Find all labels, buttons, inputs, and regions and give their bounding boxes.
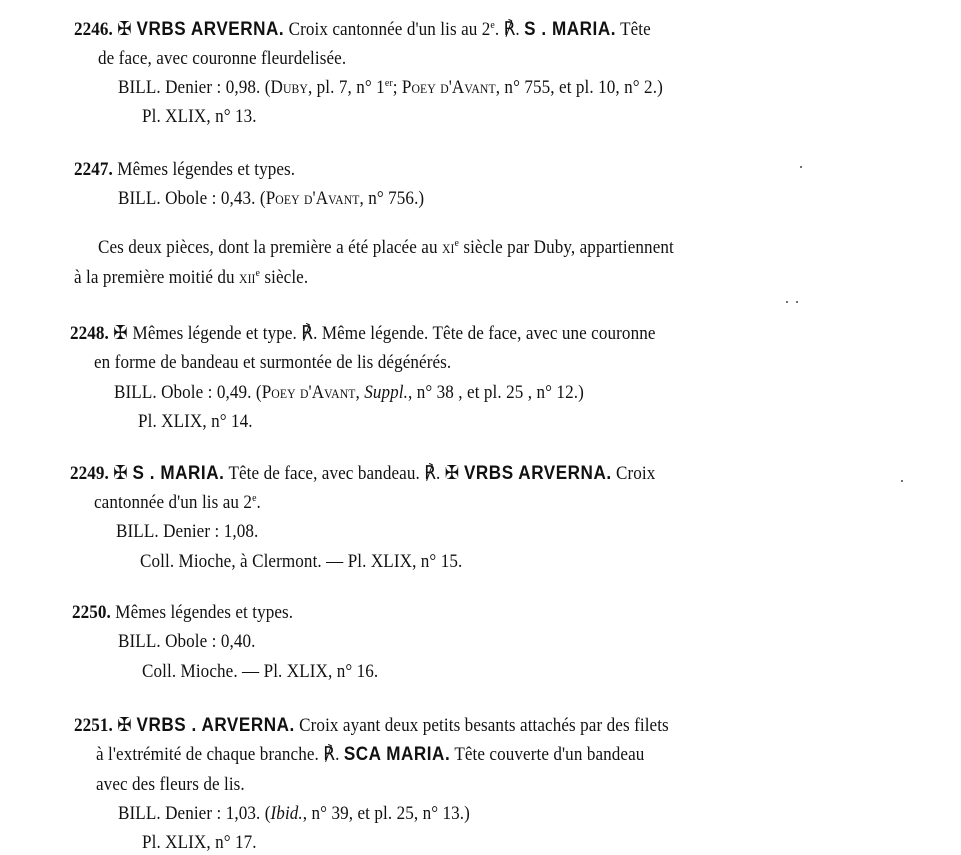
reference-text: , n° 756.) — [359, 188, 425, 209]
obverse-description: Croix ayant deux petits besants attachés par des filets — [299, 715, 669, 736]
cross-glyph: ✠ — [444, 463, 460, 484]
paper-speck — [800, 166, 802, 168]
cross-glyph: ✠ — [113, 463, 129, 484]
obverse-legend: VRBS ARVERNA. — [136, 19, 285, 40]
cross-glyph: ✠ — [117, 715, 133, 736]
entry-2246-plate: Pl. XLIX, n° 13. — [142, 106, 257, 127]
superscript: er — [384, 77, 393, 89]
description: Mêmes légendes et types. — [117, 159, 296, 180]
entry-2249-line-1 — [70, 462, 655, 486]
entry-number: 2247. — [74, 159, 113, 180]
superscript: e — [255, 267, 261, 279]
entry-number: 2250. — [72, 602, 111, 623]
entry-2251-line-2 — [96, 743, 644, 767]
century-numeral: xii — [239, 267, 256, 288]
reverse-description: Tête couverte d'un bandeau — [454, 744, 645, 765]
description: Mêmes légendes et types. — [115, 602, 294, 623]
entry-2248-plate: Pl. XLIX, n° 14. — [138, 411, 253, 432]
entry-number: 2249. — [70, 463, 109, 484]
superscript: e — [454, 237, 459, 249]
entry-2248-line-1 — [70, 322, 656, 346]
reference-supplement: Suppl. — [364, 382, 408, 403]
century-numeral: xi — [441, 237, 455, 258]
reference-text: , n° 38 , et pl. 25 , n° 12.) — [407, 382, 584, 403]
entry-2246-line-3 — [118, 76, 663, 100]
obverse-legend: VRBS . ARVERNA. — [136, 715, 295, 736]
superscript: e — [490, 19, 495, 31]
reverse-description: Tête — [620, 19, 651, 40]
reverse-legend: SCA MARIA. — [343, 744, 451, 765]
cross-glyph: ✠ — [113, 323, 129, 344]
metal-weight: BILL. Obole : 0,49. ( — [114, 382, 262, 403]
entry-2251-line-3: avec des fleurs de lis. — [96, 774, 245, 795]
note-text: siècle. — [260, 267, 309, 288]
reverse-legend: VRBS ARVERNA. — [463, 463, 612, 484]
reverse-description: Croix — [616, 463, 656, 484]
punctuation: . — [256, 492, 261, 513]
reverse-description: Tête de face, avec une couronne — [432, 323, 656, 344]
entry-number: 2251. — [74, 715, 113, 736]
entry-2248-line-3 — [114, 381, 584, 405]
reference-text: , pl. 7, n° 1 — [307, 77, 385, 98]
note-line-1 — [98, 236, 674, 260]
entry-2247-line-1 — [74, 158, 295, 182]
reverse-symbol: ℟. — [323, 744, 340, 765]
obverse-legend: S . MARIA. — [132, 463, 225, 484]
note-text: à la première moitié du — [74, 267, 240, 288]
entry-2251-plate: Pl. XLIX, n° 17. — [142, 832, 257, 853]
entry-2251-line-1 — [74, 714, 669, 738]
reference-author: Poey d'Avant — [401, 77, 496, 98]
obverse-description: Tête de face, avec bandeau. — [228, 463, 420, 484]
paper-speck — [796, 301, 798, 303]
metal-weight: BILL. Denier : 0,98. ( — [118, 77, 271, 98]
entry-number: 2246. — [74, 19, 113, 40]
entry-2250-line-3: Coll. Mioche. — Pl. XLIX, n° 16. — [142, 661, 379, 682]
punctuation: , — [355, 382, 365, 403]
paper-speck — [786, 301, 788, 303]
obverse-description: à l'extrémité de chaque branche. — [96, 744, 319, 765]
note-line-2 — [74, 266, 308, 290]
reverse-symbol: ℟. — [301, 323, 318, 344]
punctuation: ; — [392, 77, 402, 98]
entry-2248-line-2: en forme de bandeau et surmontée de lis dégénérés. — [94, 352, 452, 373]
obverse-description: Mêmes légende et type. — [132, 323, 297, 344]
reference-author: Poey d'Avant — [261, 382, 356, 403]
entry-2251-line-4 — [118, 802, 470, 826]
entry-2250-line-1 — [72, 601, 293, 625]
reverse-symbol: ℟. — [424, 463, 441, 484]
entry-number: 2248. — [70, 323, 109, 344]
reference-author: Poey d'Avant — [265, 188, 360, 209]
reverse-legend: S . MARIA. — [524, 19, 617, 40]
obverse-description: Croix cantonnée d'un lis au 2 — [288, 19, 491, 40]
entry-2246-line-2: de face, avec couronne fleurdelisée. — [98, 48, 347, 69]
reference-text: , n° 39, et pl. 25, n° 13.) — [302, 803, 470, 824]
description: cantonnée d'un lis au 2 — [94, 492, 253, 513]
paper-speck — [901, 480, 903, 482]
note-text: Ces deux pièces, dont la première a été placée au — [98, 237, 442, 258]
note-text: siècle par Duby, appartiennent — [458, 237, 674, 258]
punctuation: . — [494, 19, 500, 40]
entry-2250-line-2: BILL. Obole : 0,40. — [118, 631, 256, 652]
reference-text: , n° 755, et pl. 10, n° 2.) — [495, 77, 663, 98]
metal-weight: BILL. Denier : 1,03. ( — [118, 803, 271, 824]
entry-2246-line-1 — [74, 18, 651, 42]
reverse-legend: Même légende. — [321, 323, 429, 344]
reverse-symbol: ℟. — [503, 19, 520, 40]
entry-2249-line-2 — [94, 491, 261, 515]
superscript: e — [252, 492, 257, 504]
reference-ibid: Ibid. — [270, 803, 303, 824]
entry-2247-line-2 — [118, 187, 424, 211]
entry-2249-line-4: Coll. Mioche, à Clermont. — Pl. XLIX, n° 15. — [140, 551, 463, 572]
metal-weight: BILL. Obole : 0,43. ( — [118, 188, 266, 209]
cross-glyph: ✠ — [117, 19, 133, 40]
reference-author: Duby — [270, 77, 308, 98]
entry-2249-line-3: BILL. Denier : 1,08. — [116, 521, 259, 542]
